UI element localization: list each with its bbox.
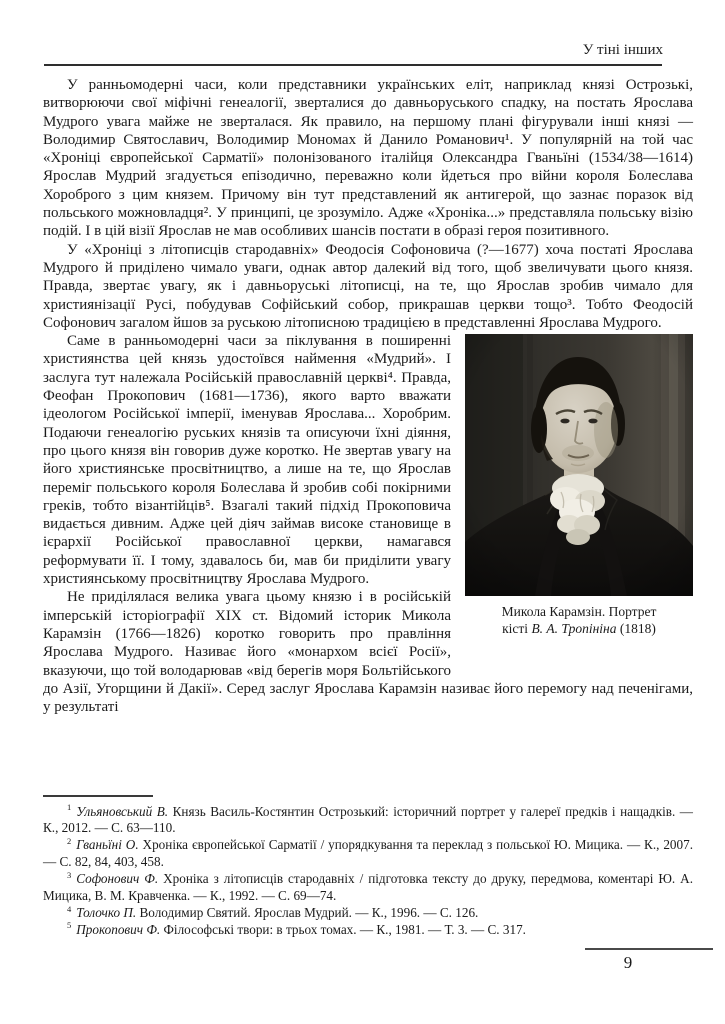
running-head: У тіні інших xyxy=(582,42,663,58)
caption-line1: Микола Карамзін. Портрет xyxy=(501,604,657,620)
footnote-marker: 1 xyxy=(67,802,72,813)
footnote-text: Хроніка з літописців стародавніх / підготовка тексту до друку, передмова, коментарі Ю. А. Мицика, В. М. Кравченка. — К., 1992. — С. 69—74. xyxy=(43,871,693,904)
footnote-text: Філософські твори: в трьох томах. — К., 1981. — Т. 3. — С. 317. xyxy=(163,921,526,937)
footnote-marker: 2 xyxy=(67,835,72,846)
footnotes-list xyxy=(43,804,693,939)
page-number-rule xyxy=(585,948,713,950)
header-rule xyxy=(44,64,662,66)
paragraph-4: Не приділялася велика увага цьому князю і в російській імперській історіографії XIX ст. Відомий історик Микола Карамзін (1766—1826) коротко говорить про правління Ярослава Мудрого. Називає його «монархом всієї Росії», вказуючи, що той володарював «від берегів моря Больтійського до Азії, Угорщини й Дакії». Серед заслуг Ярослава Карамзін називає його перемогу над печенігами, у результаті xyxy=(43,589,693,716)
portrait-figure xyxy=(465,334,693,637)
footnote-text: Хроніка європейської Сарматії / упорядкування та переклад з польської Ю. Мицика. — К., 2007. — С. 82, 84, 403, 458. xyxy=(43,837,694,870)
paragraph-1: У ранньомодерні часи, коли представники українських еліт, наприклад князі Острозькі, витворюючи свої міфічні генеалогії, зверталися до давньоруського спадку, на постать Ярослава Мудрого увага майже не зверталася. Як правило, на першому плані фігурували інші князі — Володимир Святославич, Володимир Мономах й Данило Романович¹. У популярній на той час «Хроніці європейської Сарматії» полонізованого італійця Олександра Гваньїні (1534/38—1614) Ярослав Мудрий згадується епізодично, переважно коли йдеться про війни короля Болеслава Хороброго з цим князем. Причому він тут представлений як антигерой, що зазнає поразок від польського можновладця². У принципі, це зрозуміло. Адже «Хроніка...» представляла польську візію подій. І в цій візії Ярослав не мав особливих шансів постати в образі героя позитивного. xyxy=(43,77,693,240)
footnote-text: Князь Василь-Костянтин Острозький: історичний портрет у галереї предків і нащадків. — К., 2012. — С. 63—110. xyxy=(43,803,693,836)
footnote-author: Софонович Ф. xyxy=(76,871,159,887)
page-number: 9 xyxy=(623,953,633,972)
footnote-4 xyxy=(43,905,693,922)
footnote-marker: 5 xyxy=(67,920,72,931)
paragraph-3: Саме в ранньомодерні часи за піклування в поширенні християнства цей князь удостоївся наймення «Мудрий». І заслуга тут належала Російській православній церкві⁴. Правда, Феофан Прокопович (1681—1736), якого варто вважати ідеологом Російської імперії, іменував Ярослава... Хоробрим. Подаючи генеалогію руських князів та описуючи їхні діяння, про цього князя він говорив дуже коротко. Не звертав увагу на його християнське просвітництво, а лише на те, що Ярослав переміг польського короля Болеслава й зробив собі покірними греків, тобто візантійців⁵. Взагалі такий підхід Прокоповича видається дивним. Адже цей діяч займав високе становище в ієрархії Російської православної церкви, намагався реформувати її. І тому, здавалось би, мав би приділити увагу християнському просвітництву Ярослава Мудрого. xyxy=(43,333,451,588)
page-body xyxy=(43,76,693,716)
footnote-5 xyxy=(43,922,693,939)
caption-line2-pre: кісті xyxy=(502,621,532,637)
caption-artist: В. А. Тропініна xyxy=(531,621,617,637)
footnote-author: Ульяновський В. xyxy=(76,803,169,819)
footnote-author: Прокопович Ф. xyxy=(76,921,161,937)
footnote-2 xyxy=(43,837,693,871)
caption-line2-post: (1818) xyxy=(616,621,656,637)
footnote-marker: 3 xyxy=(67,869,72,880)
karamzin-portrait-image xyxy=(465,334,693,596)
footnote-3 xyxy=(43,871,693,905)
footnote-1 xyxy=(43,804,693,838)
paragraph-2: У «Хроніці з літописців стародавніх» Феодосія Софоновича (?—1677) хоча постаті Ярослава Мудрого й приділено чимало уваги, однак автор далекий від того, щоб звеличувати цього князя. Правда, звертає увагу, як і давньоруські літописці, на те, що Ярослав зробив чимало для християнізації Русі, побудував Софійський собор, прикрашав церкви тощо³. Тобто Феодосій Софонович загалом йшов за руською літописною традицією в представленні Ярослава Мудрого. xyxy=(43,241,693,331)
footnote-rule xyxy=(43,795,153,797)
footnote-author: Толочко П. xyxy=(76,904,137,920)
portrait-caption xyxy=(465,603,693,637)
footnote-text: Володимир Святий. Ярослав Мудрий. — К., 1996. — С. 126. xyxy=(139,904,479,920)
footnote-block xyxy=(43,795,693,939)
footnote-marker: 4 xyxy=(67,903,72,914)
footnote-author: Гваньїні О. xyxy=(76,837,139,853)
